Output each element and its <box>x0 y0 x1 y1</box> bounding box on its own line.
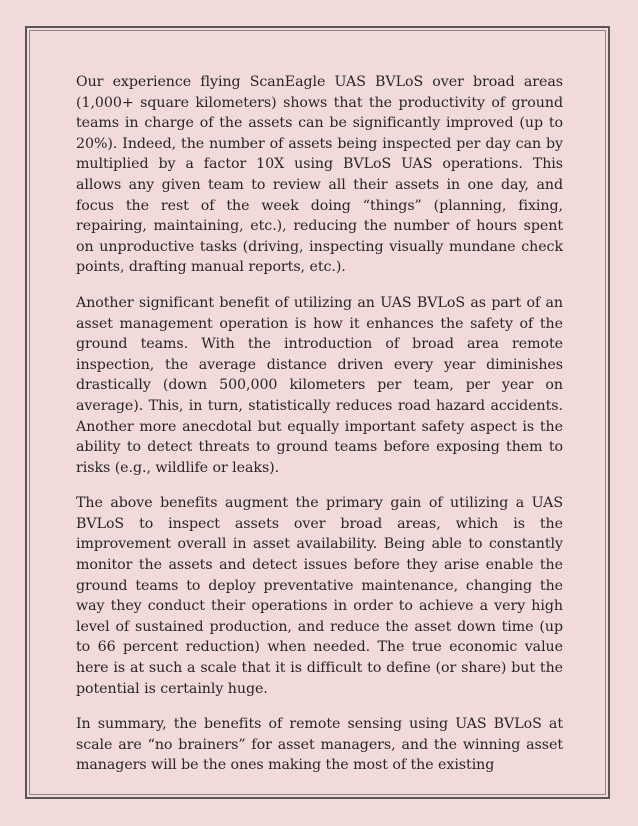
paragraph-summary: In summary, the benefits of remote sensing using UAS BVLoS at scale are “no brainers” for asset managers, and the winning asset managers will be the ones making the most of the existing <box>76 716 563 774</box>
paragraph-productivity: Our experience flying ScanEagle UAS BVLoS over broad areas (1,000+ square kilometers) shows that the productivity of ground teams in charge of the assets can be significantly improved (up to 20%). Indeed, the number of assets being inspected per day can by multiplied by a factor 10X using BVLoS UAS operations. This allows any given team to review all their assets in one day, and focus the rest of the week doing “things” (planning, fixing, repairing, maintaining, etc.), reducing the number of hours spent on unproductive tasks (driving, inspecting visually mundane check points, drafting manual reports, etc.). <box>76 74 563 276</box>
paragraph-safety: Another significant benefit of utilizing an UAS BVLoS as part of an asset management operation is how it enhances the safety of the ground teams. With the introduction of broad area remote inspection, the average distance driven every year diminishes drastically (down 500,000 kilometers per team, per year on average). This, in turn, statistically reduces road hazard accidents. Another more anecdotal but equally important safety aspect is the ability to detect threats to ground teams before exposing them to risks (e.g., wildlife or leaks). <box>76 294 563 476</box>
paragraph-availability: The above benefits augment the primary gain of utilizing a UAS BVLoS to inspect assets over broad areas, which is the improvement overall in asset availability. Being able to constantly monitor the assets and detect issues before they arise enable the ground teams to deploy preventative maintenance, changing the way they conduct their operations in order to achieve a very high level of sustained production, and reduce the asset down time (up to 66 percent reduction) when needed. The true economic value here is at such a scale that it is difficult to define (or share) but the potential is certainly huge. <box>76 495 563 697</box>
document-body <box>76 72 563 791</box>
